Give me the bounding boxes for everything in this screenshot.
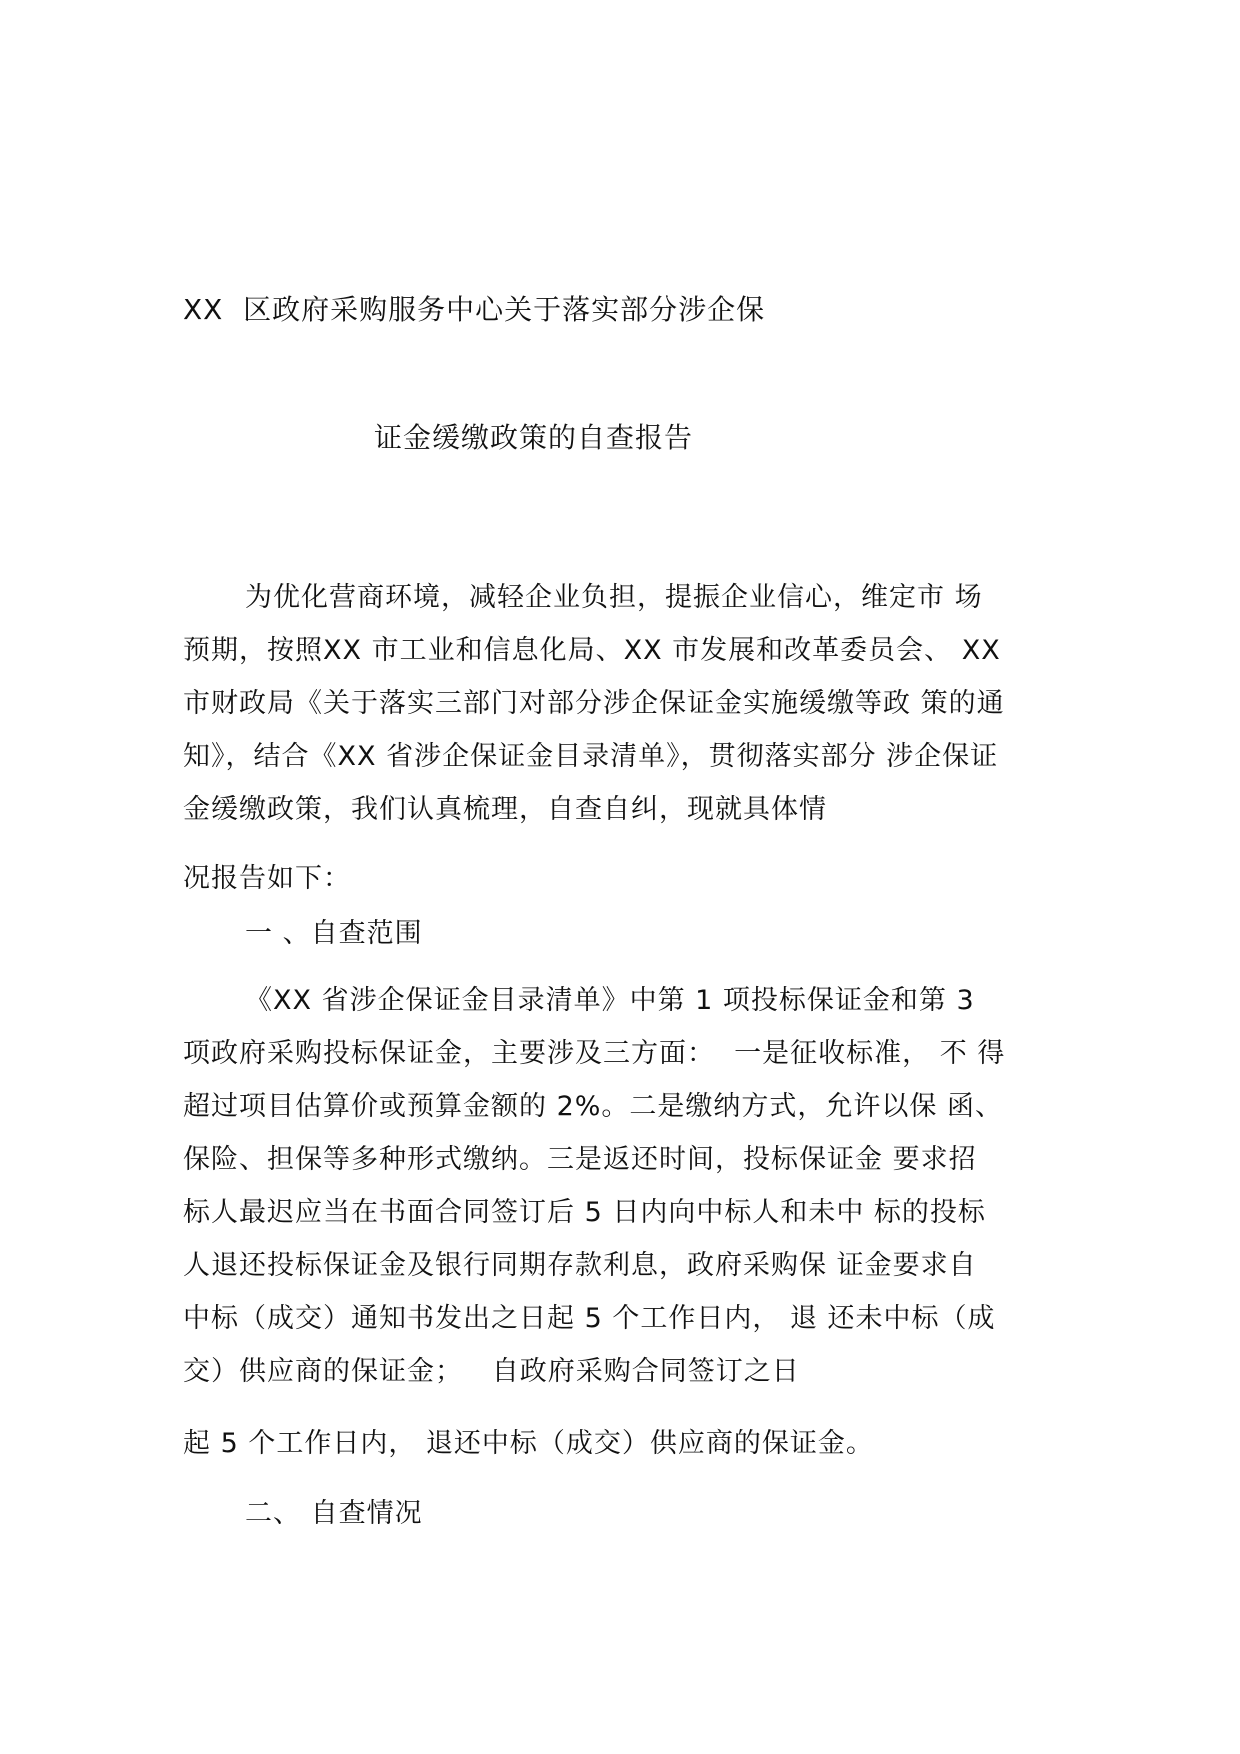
paragraph-line: 预期，按照XX 市工业和信息化局、XX 市发展和改革委员会、 XX [183, 635, 1001, 666]
paragraph-line: 超过项目估算价或预算金额的 2%。二是缴纳方式，允许以保 函、 [183, 1091, 1003, 1122]
paragraph-line: 保险、担保等多种形式缴纳。三是返还时间，投标保证金 要求招 [183, 1144, 977, 1175]
paragraph-line: 起 5 个工作日内， 退还中标（成交）供应商的保证金。 [183, 1428, 874, 1459]
paragraph-line: 项政府采购投标保证金，主要涉及三方面： 一是征收标准， 不 得 [183, 1038, 1006, 1069]
document-title-line-2: 证金缓缴政策的自查报告 [374, 421, 694, 454]
paragraph-line: 金缓缴政策，我们认真梳理，自查自纠，现就具体情 [183, 794, 827, 825]
paragraph-line: 知》，结合《XX 省涉企保证金目录清单》，贯彻落实部分 涉企保证 [183, 741, 999, 772]
section-heading-findings: 二、 自查情况 [245, 1498, 423, 1529]
paragraph-line: 中标（成交）通知书发出之日起 5 个工作日内， 退 还未中标（成 [183, 1303, 996, 1334]
section-heading-scope: 一 、自查范围 [245, 918, 423, 949]
paragraph-line: 市财政局《关于落实三部门对部分涉企保证金实施缓缴等政 策的通 [183, 688, 1005, 719]
paragraph-line: 标人最迟应当在书面合同签订后 5 日内向中标人和未中 标的投标 [183, 1197, 986, 1228]
paragraph-line: 人退还投标保证金及银行同期存款利息，政府采购保 证金要求自 [183, 1250, 977, 1281]
document-title-line-1: XX 区政府采购服务中心关于落实部分涉企保 [183, 293, 766, 326]
paragraph-line: 况报告如下： [183, 863, 351, 894]
paragraph-line: 为优化营商环境，减轻企业负担，提振企业信心，维定市 场 [245, 582, 983, 613]
paragraph-line: 《XX 省涉企保证金目录清单》中第 1 项投标保证金和第 3 [245, 985, 975, 1016]
paragraph-line: 交）供应商的保证金； 自政府采购合同签订之日 [183, 1356, 800, 1387]
